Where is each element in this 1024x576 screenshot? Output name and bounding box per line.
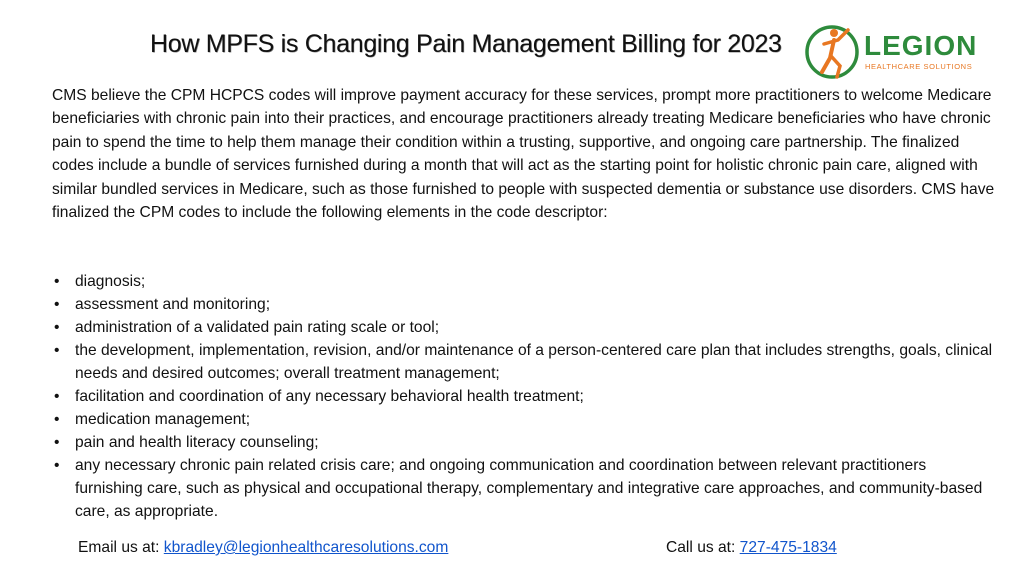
legion-logo bbox=[804, 20, 984, 84]
logo-runner-icon bbox=[804, 22, 862, 82]
list-item: • assessment and monitoring; bbox=[52, 293, 997, 316]
logo-wordmark: LEGION bbox=[864, 30, 978, 61]
list-item: • pain and health literacy counseling; bbox=[52, 431, 997, 454]
email-link[interactable]: kbradley@legionhealthcaresolutions.com bbox=[163, 539, 449, 556]
phone-link[interactable]: 727-475-1834 bbox=[739, 539, 837, 556]
list-item: • any necessary chronic pain related crisis care; and ongoing communication and coordination between relevant practitioners furnishing care, such as physical and occupational therapy, complementary and integrative care approaches, and community-based care, as appropriate. bbox=[52, 454, 997, 523]
email-label: Email us at: bbox=[78, 539, 164, 556]
list-item: • administration of a validated pain rating scale or tool; bbox=[52, 316, 997, 339]
list-item: • facilitation and coordination of any necessary behavioral health treatment; bbox=[52, 385, 997, 408]
code-elements-list bbox=[52, 270, 997, 523]
phone-label: Call us at: bbox=[666, 539, 740, 556]
list-item: • the development, implementation, revision, and/or maintenance of a person-centered care plan that includes strengths, goals, clinical needs and desired outcomes; overall treatment management; bbox=[52, 339, 997, 385]
footer-phone bbox=[666, 539, 837, 557]
footer-email bbox=[78, 539, 448, 557]
logo-tagline: HEALTHCARE SOLUTIONS bbox=[865, 62, 973, 71]
intro-paragraph: CMS believe the CPM HCPCS codes will improve payment accuracy for these services, prompt more practitioners to welcome Medicare beneficiaries with chronic pain into their practices, and encourage practitioners already treating Medicare beneficiaries who have chronic pain to spend the time to help them manage their condition within a trusting, supportive, and ongoing care partnership. The finalized codes include a bundle of services furnished during a month that will act as the starting point for holistic chronic pain care, aligned with similar bundled services in Medicare, such as those furnished to people with suspected dementia or substance use disorders. CMS have finalized the CPM codes to include the following elements in the code descriptor: bbox=[52, 87, 995, 222]
slide-title: How MPFS is Changing Pain Management Billing for 2023 bbox=[150, 30, 782, 58]
list-item: • medication management; bbox=[52, 408, 997, 431]
list-item: • diagnosis; bbox=[52, 270, 997, 293]
